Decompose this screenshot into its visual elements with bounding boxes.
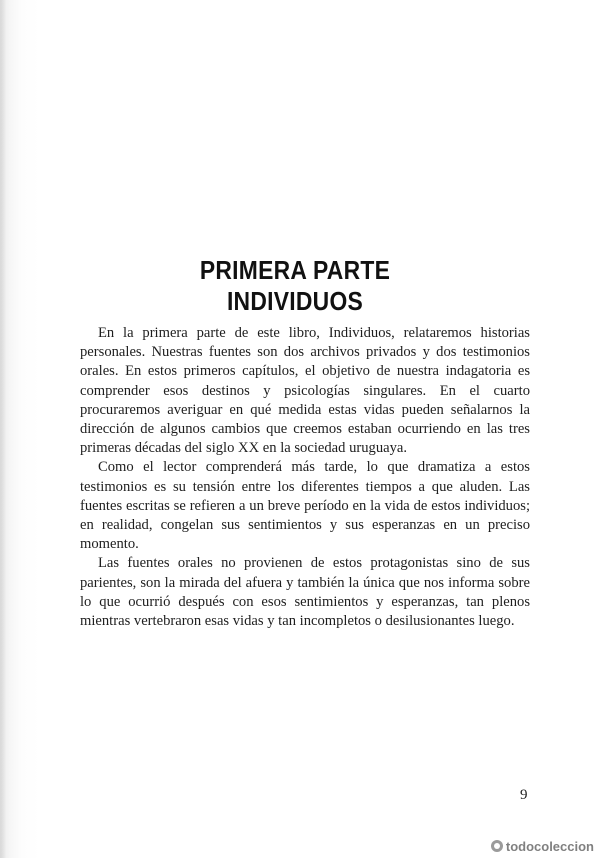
watermark-text: todocoleccion (505, 838, 594, 854)
todocoleccion-logo-icon (491, 840, 503, 852)
part-heading (71, 255, 520, 317)
body-text (80, 324, 530, 631)
watermark (491, 836, 594, 856)
heading-line-1: PRIMERA PARTE (199, 255, 391, 285)
paragraph-3: Las fuentes orales no provienen de estos protagonistas sino de sus parientes, son la mirada del afuera y también la única que nos informa sobre lo que ocurrió después con esos sentimientos y esperanzas, tan plenos mientras vertebraron esas vidas y tan incompletos o desilusionantes luego. (80, 555, 530, 630)
paragraph-1: En la primera parte de este libro, Individuos, relataremos historias personales. Nuestras fuentes son dos archivos privados y dos testimonios orales. En estos primeros capítulos, el objetivo de nuestra indagatoria es comprender esos destinos y psicologías singulares. En el cuarto procuraremos averiguar en qué medida estas vidas pueden señalarnos la dirección de algunos cambios que creemos estaban ocurriendo en las tres primeras décadas del siglo XX en la sociedad uruguaya. (80, 325, 530, 457)
paragraph-2: Como el lector comprenderá más tarde, lo que dramatiza a estos testimonios es su tensión entre los diferentes tiempos a que aluden. Las fuentes escritas se refieren a un breve período en la vida de estos individuos; en realidad, congelan sus sentimientos y sus esperanzas en un preciso momento. (80, 459, 530, 553)
heading-line-2: INDIVIDUOS (226, 286, 364, 316)
spine-shadow (0, 0, 6, 858)
page-number: 9 (520, 787, 528, 803)
